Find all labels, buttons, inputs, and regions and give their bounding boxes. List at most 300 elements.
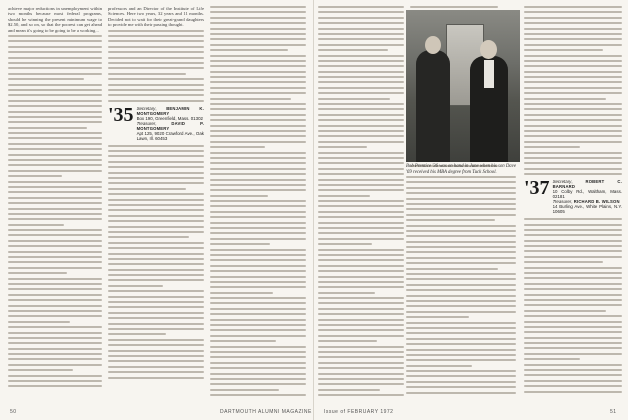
text-line <box>524 385 622 387</box>
person-left-head <box>425 36 441 54</box>
class-35-header <box>108 103 204 141</box>
text-line <box>318 38 404 40</box>
text-line <box>406 311 516 313</box>
text-line <box>108 172 204 174</box>
text-line <box>524 256 622 258</box>
text-line <box>108 193 204 195</box>
text-line <box>524 326 622 328</box>
text-line <box>318 135 404 137</box>
text-line <box>8 342 102 344</box>
text-line <box>108 306 204 308</box>
text-line <box>524 108 622 110</box>
text-line <box>406 284 516 286</box>
text-line <box>406 392 516 394</box>
text-line <box>8 321 70 323</box>
text-line <box>524 125 622 127</box>
text-line <box>8 62 102 64</box>
text-line <box>108 290 204 292</box>
text-line <box>210 184 306 186</box>
text-line <box>108 269 204 271</box>
text-line <box>318 346 404 348</box>
text-line <box>8 348 102 350</box>
text-line <box>318 200 404 202</box>
text-line <box>318 146 367 148</box>
text-line <box>108 161 204 163</box>
text-line <box>108 177 204 179</box>
text-line <box>210 378 306 380</box>
text-line <box>8 116 102 118</box>
text-line <box>318 6 404 8</box>
text-line <box>524 81 622 83</box>
photograph <box>406 10 520 162</box>
text-line <box>210 146 265 148</box>
text-line <box>108 366 204 368</box>
text-line <box>210 351 306 353</box>
text-line <box>406 181 516 183</box>
text-line <box>210 103 306 105</box>
text-line <box>8 240 102 242</box>
text-line <box>318 55 404 57</box>
text-line <box>406 305 516 307</box>
text-line <box>210 302 306 304</box>
text-line <box>210 92 306 94</box>
text-line <box>108 360 204 362</box>
text-line <box>8 159 102 161</box>
text-line <box>406 203 516 205</box>
text-line <box>8 67 102 69</box>
text-line <box>210 195 268 197</box>
text-line <box>8 294 102 296</box>
text-line <box>524 168 622 170</box>
text-line <box>108 279 204 281</box>
text-line <box>524 294 622 296</box>
text-line <box>318 184 404 186</box>
text-line <box>210 389 279 391</box>
text-line <box>210 17 306 19</box>
text-line <box>318 243 372 245</box>
text-line <box>108 182 204 184</box>
text-line <box>8 229 102 231</box>
text-line <box>524 310 606 312</box>
text-line <box>406 316 469 318</box>
text-line <box>318 60 404 62</box>
text-line <box>524 234 622 236</box>
text-line <box>524 245 622 247</box>
text-line <box>406 187 516 189</box>
text-line <box>8 57 102 59</box>
text-line <box>210 135 306 137</box>
text-line <box>210 243 270 245</box>
text-line <box>210 254 306 256</box>
text-line <box>318 222 404 224</box>
text-line <box>406 219 495 221</box>
text-line <box>8 89 102 91</box>
text-line <box>8 154 102 156</box>
text-line <box>8 181 102 183</box>
text-line <box>108 258 204 260</box>
text-line <box>318 319 404 321</box>
text-line <box>406 214 516 216</box>
text-line <box>210 238 306 240</box>
text-lines <box>108 145 204 379</box>
text-line <box>318 238 404 240</box>
text-line <box>524 391 622 393</box>
text-line <box>406 338 516 340</box>
text-line <box>108 78 204 80</box>
text-line <box>108 247 204 249</box>
text-line <box>210 162 306 164</box>
text-line <box>210 313 306 315</box>
text-line <box>318 65 404 67</box>
text-line <box>108 166 204 168</box>
text-line <box>406 354 516 356</box>
text-line <box>8 111 102 113</box>
text-line <box>8 380 102 382</box>
text-line <box>406 365 472 367</box>
text-line <box>524 347 622 349</box>
text-line <box>8 175 62 177</box>
text-line <box>8 299 102 301</box>
class-year: '35 <box>108 103 134 126</box>
text-line <box>524 17 622 19</box>
text-lines <box>318 6 404 396</box>
text-line <box>524 33 622 35</box>
text-line <box>524 250 622 252</box>
text-line <box>8 202 102 204</box>
text-line <box>108 355 204 357</box>
text-lines <box>210 6 306 396</box>
text-line <box>524 288 622 290</box>
text-line <box>210 216 306 218</box>
text-line <box>406 343 516 345</box>
text-lines <box>8 35 102 387</box>
class-37-header <box>524 179 622 214</box>
text-line <box>524 321 622 323</box>
text-lines <box>108 30 204 102</box>
text-line <box>318 308 404 310</box>
text-line <box>406 332 516 334</box>
page-number-right: 51 <box>610 409 617 415</box>
text-line <box>108 150 204 152</box>
text-line <box>108 215 204 217</box>
text-line <box>318 44 404 46</box>
text-line <box>318 227 404 229</box>
text-line <box>8 278 102 280</box>
text-line <box>108 226 204 228</box>
text-line <box>406 225 516 227</box>
text-line <box>210 276 306 278</box>
text-line <box>8 100 102 102</box>
text-line <box>8 251 102 253</box>
text-line <box>210 346 306 348</box>
text-line <box>524 240 622 242</box>
text-line <box>524 173 622 175</box>
text-line <box>8 288 102 290</box>
text-lines <box>524 218 622 393</box>
text-line <box>406 235 516 237</box>
text-line <box>210 270 306 272</box>
text-line <box>8 315 102 317</box>
text-line <box>210 367 306 369</box>
text-line <box>524 6 622 8</box>
text-line <box>318 340 377 342</box>
text-line <box>318 173 404 175</box>
text-line <box>318 286 404 288</box>
text-line <box>406 198 516 200</box>
text-line <box>8 132 102 134</box>
text-line <box>406 322 516 324</box>
text-line <box>318 17 404 19</box>
text-line <box>108 274 204 276</box>
text-line <box>318 297 404 299</box>
right-column-1 <box>318 6 404 404</box>
text-line <box>406 278 516 280</box>
text-line <box>318 205 404 207</box>
text-line <box>318 351 404 353</box>
text-line <box>210 200 306 202</box>
text-line <box>318 98 390 100</box>
person-right-head <box>480 40 497 59</box>
text-line <box>210 319 306 321</box>
text-line <box>406 241 516 243</box>
text-line <box>8 224 64 226</box>
text-line <box>524 28 622 30</box>
text-line <box>524 358 580 360</box>
text-line <box>8 73 102 75</box>
text-line <box>524 353 622 355</box>
text-line <box>8 213 102 215</box>
text-line <box>210 173 306 175</box>
text-line <box>108 100 204 102</box>
text-line <box>318 141 404 143</box>
text-line <box>318 11 404 13</box>
text-line <box>8 364 102 366</box>
text-line <box>318 76 404 78</box>
text-line <box>210 340 276 342</box>
text-line <box>210 87 306 89</box>
text-line <box>8 310 102 312</box>
text-line <box>318 362 404 364</box>
text-line <box>210 356 306 358</box>
text-line <box>108 344 204 346</box>
text-line <box>524 130 622 132</box>
text-line <box>108 73 186 75</box>
magazine-name: DARTMOUTH ALUMNI MAGAZINE <box>220 409 312 415</box>
text-line <box>524 162 622 164</box>
text-line <box>524 135 622 137</box>
text-line <box>8 197 102 199</box>
text-line <box>524 331 622 333</box>
text-line <box>108 57 204 59</box>
text-line <box>524 65 622 67</box>
text-line <box>318 367 404 369</box>
text-line <box>524 103 622 105</box>
text-line <box>318 81 404 83</box>
text-line <box>524 157 622 159</box>
text-line <box>406 208 516 210</box>
text-line <box>210 71 306 73</box>
text-line <box>210 130 306 132</box>
text-line <box>108 145 204 147</box>
text-line <box>406 230 516 232</box>
text-line <box>318 216 404 218</box>
text-line <box>318 292 375 294</box>
text-line <box>318 276 404 278</box>
text-line <box>318 313 404 315</box>
text-line <box>8 191 102 193</box>
text-line <box>108 199 204 201</box>
text-line <box>210 108 306 110</box>
text-line <box>318 114 404 116</box>
text-line <box>524 364 622 366</box>
text-line <box>406 251 516 253</box>
text-line <box>318 329 404 331</box>
text-line <box>108 301 204 303</box>
text-line <box>8 148 102 150</box>
text-line <box>210 281 306 283</box>
text-line <box>318 119 404 121</box>
text-line <box>108 328 204 330</box>
person-right-shirt <box>484 60 494 88</box>
text-line <box>406 257 516 259</box>
right-column-3 <box>406 176 516 404</box>
text-line <box>406 375 516 377</box>
text-line <box>524 119 622 121</box>
text-line <box>524 146 580 148</box>
text-line <box>210 168 306 170</box>
text-line <box>210 179 306 181</box>
text-line <box>8 170 102 172</box>
text-line <box>108 317 204 319</box>
class-year: '37 <box>524 177 550 200</box>
page-number-left: 50 <box>10 409 17 415</box>
text-line <box>524 98 606 100</box>
text-line <box>524 229 622 231</box>
text-line <box>210 297 306 299</box>
text-line <box>108 51 204 53</box>
text-line <box>406 359 516 361</box>
text-line <box>318 335 404 337</box>
text-line <box>318 232 404 234</box>
text-line <box>8 267 102 269</box>
text-line <box>210 211 306 213</box>
text-line <box>210 33 306 35</box>
text-line <box>210 189 306 191</box>
text-line <box>210 44 306 46</box>
text-line <box>318 71 404 73</box>
text-line <box>8 375 102 377</box>
text-line <box>8 208 102 210</box>
text-line <box>8 326 102 328</box>
text-line <box>108 204 204 206</box>
text-line <box>210 65 306 67</box>
text-line <box>524 141 622 143</box>
text-line <box>524 60 622 62</box>
text-line <box>210 76 306 78</box>
text-line <box>210 259 306 261</box>
text-line <box>210 49 288 51</box>
text-line <box>8 261 102 263</box>
text-line <box>108 40 204 42</box>
text-line <box>108 67 204 69</box>
text-line <box>108 263 204 265</box>
text-line <box>318 324 404 326</box>
text-line <box>108 35 204 37</box>
text-line <box>8 256 102 258</box>
text-line <box>108 285 163 287</box>
text-line <box>524 283 622 285</box>
text-line <box>210 292 273 294</box>
text-line <box>406 289 516 291</box>
text-line <box>524 374 622 376</box>
text-line <box>318 103 404 105</box>
text-line <box>406 268 498 270</box>
text-line <box>108 312 204 314</box>
text-line <box>318 125 404 127</box>
text-line <box>108 62 204 64</box>
text-line <box>210 324 306 326</box>
text-line <box>8 385 102 387</box>
left-column-1 <box>8 6 102 404</box>
text-line <box>318 211 404 213</box>
text-line <box>8 332 102 334</box>
text-line <box>318 302 404 304</box>
text-line <box>524 38 622 40</box>
text-line <box>318 49 388 51</box>
text-line <box>524 337 622 339</box>
text-line <box>210 265 306 267</box>
text-line <box>108 84 204 86</box>
text-line <box>210 11 306 13</box>
text-line <box>406 386 516 388</box>
text-line <box>108 209 204 211</box>
text-line <box>406 370 516 372</box>
text-line <box>524 218 622 220</box>
text-line <box>406 381 516 383</box>
text-line <box>8 337 102 339</box>
text-line <box>210 152 306 154</box>
text-line <box>406 192 516 194</box>
text-line <box>210 373 306 375</box>
text-line <box>8 218 102 220</box>
text-line <box>8 283 102 285</box>
text-line <box>210 383 306 385</box>
text-line <box>318 394 404 396</box>
class-officers: Secretary, BENJAMIN K. MONTGOMERY Box 190, Greenfield, Mass. 01302 Treasurer, DAVID P. MONTGOMERY Apt 125, 9020 Crawford Ave., Oak Lawn, Ill. 60453 <box>136 105 204 141</box>
text-line <box>210 232 306 234</box>
text-lines <box>406 176 516 394</box>
text-line <box>210 362 306 364</box>
text-line <box>8 121 102 123</box>
text-line <box>318 179 404 181</box>
text-line <box>524 272 622 274</box>
text-line <box>318 108 404 110</box>
text-line <box>524 49 603 51</box>
text-line <box>210 286 306 288</box>
text-line <box>406 300 516 302</box>
text-line <box>524 152 622 154</box>
text-line <box>524 87 622 89</box>
text-line <box>8 186 102 188</box>
text-line <box>8 127 87 129</box>
text-line <box>318 189 404 191</box>
text-line <box>210 205 306 207</box>
text-line <box>318 356 404 358</box>
text-line <box>8 234 102 236</box>
text-line <box>210 308 306 310</box>
text-line <box>318 259 404 261</box>
text-line <box>8 305 102 307</box>
